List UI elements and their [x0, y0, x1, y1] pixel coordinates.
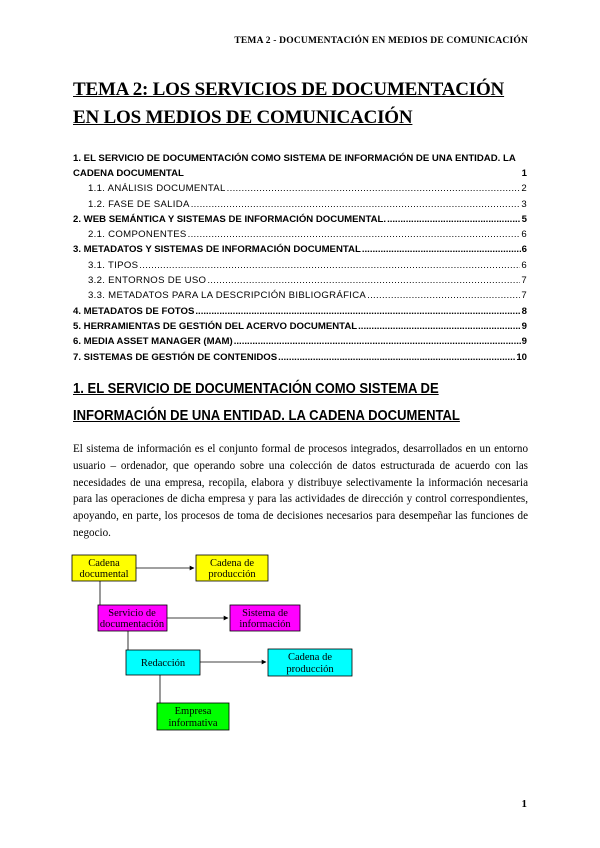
toc-entry-text: 1.1. ANÁLISIS DOCUMENTAL	[88, 183, 226, 195]
section-heading: 1. EL SERVICIO DE DOCUMENTACIÓN COMO SISTEMA DE INFORMACIÓN DE UNA ENTIDAD. LA CADENA DOCUMENTAL	[73, 381, 460, 424]
toc-leader	[367, 288, 520, 303]
toc-page-number: 9	[521, 336, 527, 348]
toc-entry[interactable]	[73, 349, 527, 364]
toc-leader	[195, 304, 520, 319]
page-number: 1	[521, 798, 527, 810]
toc-entry-text: 2. WEB SEMÁNTICA Y SISTEMAS DE INFORMACIÓN DOCUMENTAL.	[73, 213, 387, 225]
toc-leader	[207, 273, 520, 288]
toc-entry[interactable]	[73, 319, 527, 334]
running-header: TEMA 2 - DOCUMENTACIÓN EN MEDIOS DE COMUNICACIÓN	[234, 36, 528, 46]
toc-entry[interactable]	[73, 273, 527, 288]
table-of-contents	[73, 152, 527, 365]
toc-leader	[191, 197, 521, 212]
toc-page-number: 9	[521, 320, 527, 332]
cadena-produccion-label: Cadena de	[209, 558, 255, 569]
empresa-informativa-label: informativa	[168, 718, 218, 729]
toc-page-number: 6	[521, 259, 527, 271]
toc-leader	[362, 242, 521, 257]
toc-entry-text: 3.3. METADATOS PARA LA DESCRIPCIÓN BIBLIOGRÁFICA	[88, 290, 367, 302]
cadena-produccion-box	[268, 649, 352, 676]
toc-entry[interactable]	[73, 242, 527, 257]
toc-entry[interactable]	[73, 303, 527, 318]
cadena-documental-label: documental	[79, 569, 129, 580]
toc-entry-text: 3.1. TIPOS	[88, 259, 139, 271]
toc-entry-text: 1. EL SERVICIO DE DOCUMENTACIÓN COMO SISTEMA DE INFORMACIÓN DE UNA ENTIDAD. LA CADENA DOCUMENTAL	[73, 153, 516, 179]
empresa-informativa-label: Empresa	[174, 706, 212, 717]
redaccion-label: Redacción	[140, 658, 186, 669]
sistema-informacion-label: información	[239, 619, 291, 630]
toc-entry[interactable]	[73, 212, 527, 227]
toc-leader	[387, 212, 521, 227]
toc-leader	[139, 258, 520, 273]
sistema-informacion-label: Sistema de	[242, 608, 288, 619]
cadena-produccion-label: producción	[208, 569, 256, 580]
toc-leader	[188, 227, 521, 242]
body-paragraph: El sistema de información es el conjunto formal de procesos integrados, desarrollados en un entorno usuario – ordenador, que operando sobre una colección de datos estructurada de acuerdo con las necesidades de una empresa, recopila, elabora y distribuye selectivamente la información necesaria para las operaciones de dicha empresa y para las actividades de dirección y control correspondientes, apoyando, en parte, los procesos de toma de decisiones necesarios para desempeñar las funciones de negocio.	[73, 443, 528, 539]
documentation-flow-diagram	[70, 548, 370, 738]
sistema-informacion-box	[230, 605, 300, 631]
toc-page-number: 3	[521, 198, 527, 210]
empresa-informativa-box	[157, 703, 229, 730]
toc-entry-text: 6. MEDIA ASSET MANAGER (MAM)	[73, 336, 233, 348]
page-title: TEMA 2: LOS SERVICIOS DE DOCUMENTACIÓN EN LOS MEDIOS DE COMUNICACIÓN	[73, 79, 505, 128]
cadena-documental-box	[72, 555, 136, 581]
servicio-documentacion-label: documentación	[99, 619, 165, 630]
toc-entry[interactable]	[73, 152, 527, 181]
toc-entry-text: 3.2. ENTORNOS DE USO	[88, 275, 207, 287]
toc-entry-text: 7. SISTEMAS DE GESTIÓN DE CONTENIDOS	[73, 351, 278, 363]
toc-entry-text: 1.2. FASE DE SALIDA	[88, 198, 190, 210]
toc-page-number: 8	[521, 305, 527, 317]
toc-page-number: 7	[521, 275, 527, 287]
toc-entry-text: 5. HERRAMIENTAS DE GESTIÓN DEL ACERVO DOCUMENTAL	[73, 320, 358, 332]
servicio-documentacion-label: Servicio de	[108, 608, 156, 619]
toc-entry[interactable]	[73, 181, 527, 196]
toc-entry-text: 3. METADATOS Y SISTEMAS DE INFORMACIÓN DOCUMENTAL	[73, 244, 361, 256]
toc-page-number: 7	[521, 290, 527, 302]
toc-leader	[234, 334, 521, 349]
toc-page-number: 5	[521, 213, 527, 225]
toc-page-number: 10	[516, 351, 527, 363]
toc-entry[interactable]	[73, 257, 527, 272]
toc-entry[interactable]	[73, 334, 527, 349]
cadena-documental-label: Cadena	[88, 558, 120, 569]
toc-leader	[227, 181, 521, 196]
toc-entry[interactable]	[73, 288, 527, 303]
toc-entry-text: 4. METADATOS DE FOTOS	[73, 305, 195, 317]
servicio-documentacion-box	[98, 605, 167, 631]
toc-leader	[278, 350, 515, 365]
toc-entry-text: 2.1. COMPONENTES	[88, 229, 187, 241]
toc-page-number: 2	[521, 183, 527, 195]
redaccion-box	[126, 650, 200, 675]
toc-page-number: 6	[521, 244, 527, 256]
cadena-produccion-label: Cadena de	[287, 652, 333, 663]
toc-entry[interactable]	[73, 196, 527, 211]
toc-entry[interactable]	[73, 227, 527, 242]
toc-page-number: 1	[521, 168, 527, 179]
toc-leader	[358, 319, 521, 334]
cadena-produccion-label: producción	[286, 664, 334, 675]
toc-page-number: 6	[521, 229, 527, 241]
cadena-produccion-box	[196, 555, 268, 581]
